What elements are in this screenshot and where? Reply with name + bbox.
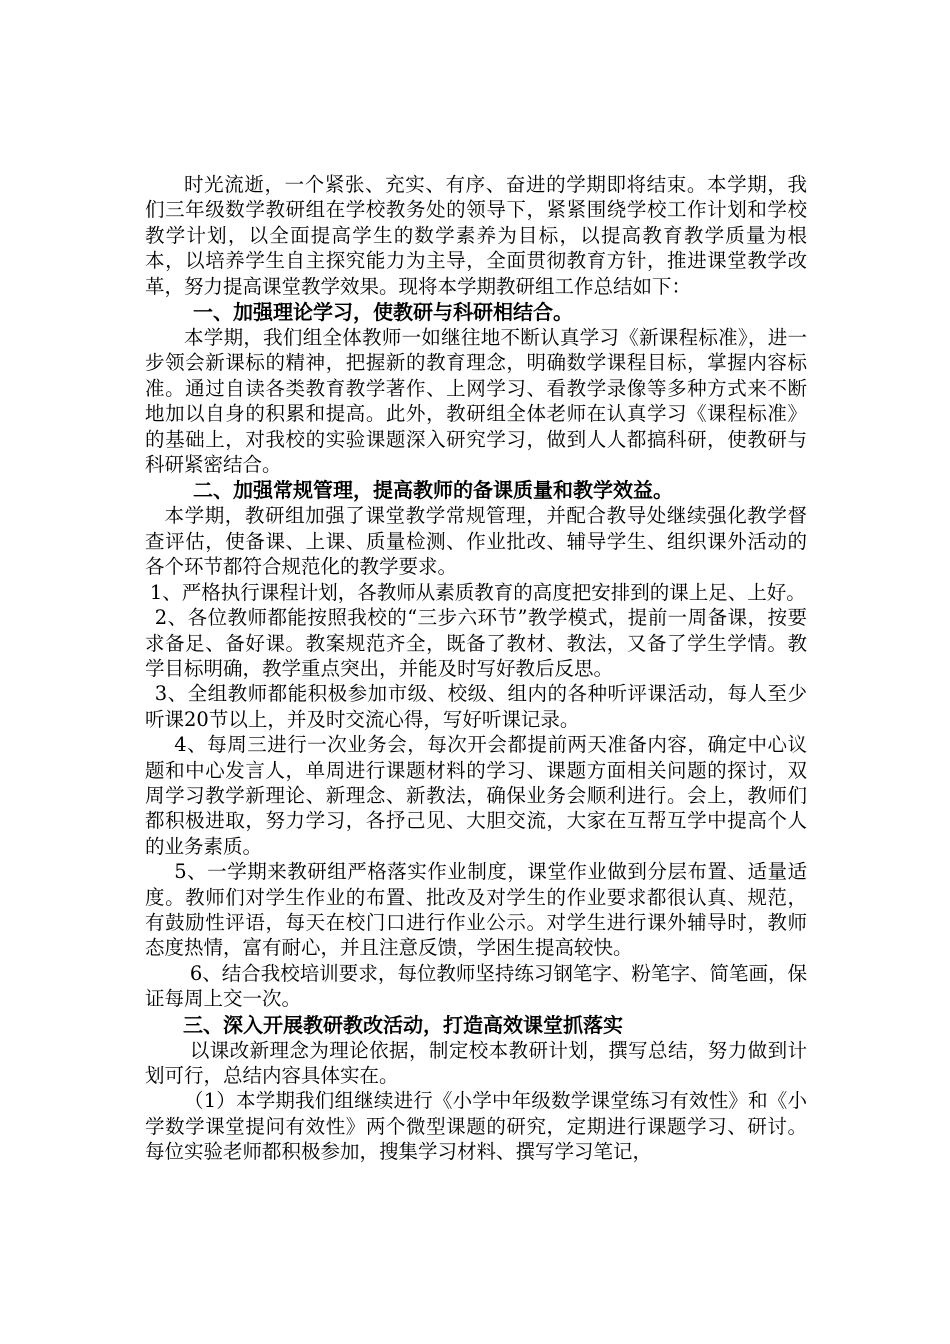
- section-1-body: 本学期，我们组全体教师一如继往地不断认真学习《新课程标准》，进一步领会新课标的精神，把握新的教育理念，明确数学课程目标，掌握内容标准。通过自读各类教育教学著作、上网学习、看教学录像等多种方式来不断地加以自身的积累和提高。此外，教研组全体老师在认真学习《课程标准》的基础上，对我校的实验课题深入研究学习，做到人人都搞科研，使教研与科研紧密结合。: [145, 326, 807, 477]
- section-2-heading: 二、加强常规管理，提高教师的备课质量和教学效益。: [193, 478, 673, 503]
- section-1-heading: 一、加强理论学习，使教研与科研相结合。: [193, 300, 573, 325]
- section-2-item-3: 3、全组教师都能积极参加市级、校级、组内的各种听评课活动，每人至少听课20节以上，并及时交流心得，写好听课记录。: [145, 682, 807, 731]
- section-3-item-1: （1）本学期我们组继续进行《小学中年级数学课堂练习有效性》和《小学数学课堂提问有效性》两个微型课题的研究，定期进行课题学习、研讨。每位实验老师都积极参加，搜集学习材料、撰写学习笔记，: [145, 1089, 807, 1164]
- section-2-body: 本学期，教研组加强了课堂教学常规管理，并配合教导处继续强化教学督查评估，使备课、上课、质量检测、作业批改、辅导学生、组织课外活动的各个环节都符合规范化的教学要求。: [145, 504, 807, 579]
- section-2-item-5: 5、一学期来教研组严格落实作业制度，课堂作业做到分层布置、适量适度。教师们对学生作业的布置、批改及对学生的作业要求都很认真、规范，有鼓励性评语，每天在校门口进行作业公示。对学生进行课外辅导时，教师态度热情，富有耐心，并且注意反馈，学困生提高较快。: [145, 860, 807, 960]
- section-2-item-2: 2、各位教师都能按照我校的“三步六环节”教学模式，提前一周备课，按要求备足、备好课。教案规范齐全，既备了教材、教法，又备了学生学情。教学目标明确，教学重点突出，并能及时写好教后反思。: [145, 606, 807, 680]
- section-2-item-1: 1、严格执行课程计划，各教师从素质教育的高度把安排到的课上足、上好。: [149, 580, 806, 604]
- document-body: [145, 172, 807, 1165]
- section-3-heading: 三、深入开展教研教改活动，打造高效课堂抓落实: [183, 1012, 623, 1037]
- section-2-item-6: 6、结合我校培训要求，每位教师坚持练习钢笔字、粉笔字、简笔画，保证每周上交一次。: [145, 961, 807, 1011]
- section-3-body: 以课改新理念为理论依据，制定校本教研计划，撰写总结，努力做到计划可行，总结内容具体实在。: [145, 1038, 807, 1087]
- intro-paragraph: 时光流逝，一个紧张、充实、有序、奋进的学期即将结束。本学期，我们三年级数学教研组在学校教务处的领导下，紧紧围绕学校工作计划和学校教学计划，以全面提高学生的数学素养为目标，以提高教育教学质量为根本，以培养学生自主探究能力为主导，全面贯彻教育方针，推进课堂教学改革，努力提高课堂教学效果。现将本学期教研组工作总结如下：: [145, 173, 807, 298]
- section-2-item-4: 4、每周三进行一次业务会，每次开会都提前两天准备内容，确定中心议题和中心发言人，单周进行课题材料的学习、课题方面相关问题的探讨，双周学习教学新理论、新理念、新教法，确保业务会顺利进行。会上，教师们都积极进取，努力学习，各抒己见、大胆交流，大家在互帮互学中提高个人的业务素质。: [145, 733, 807, 858]
